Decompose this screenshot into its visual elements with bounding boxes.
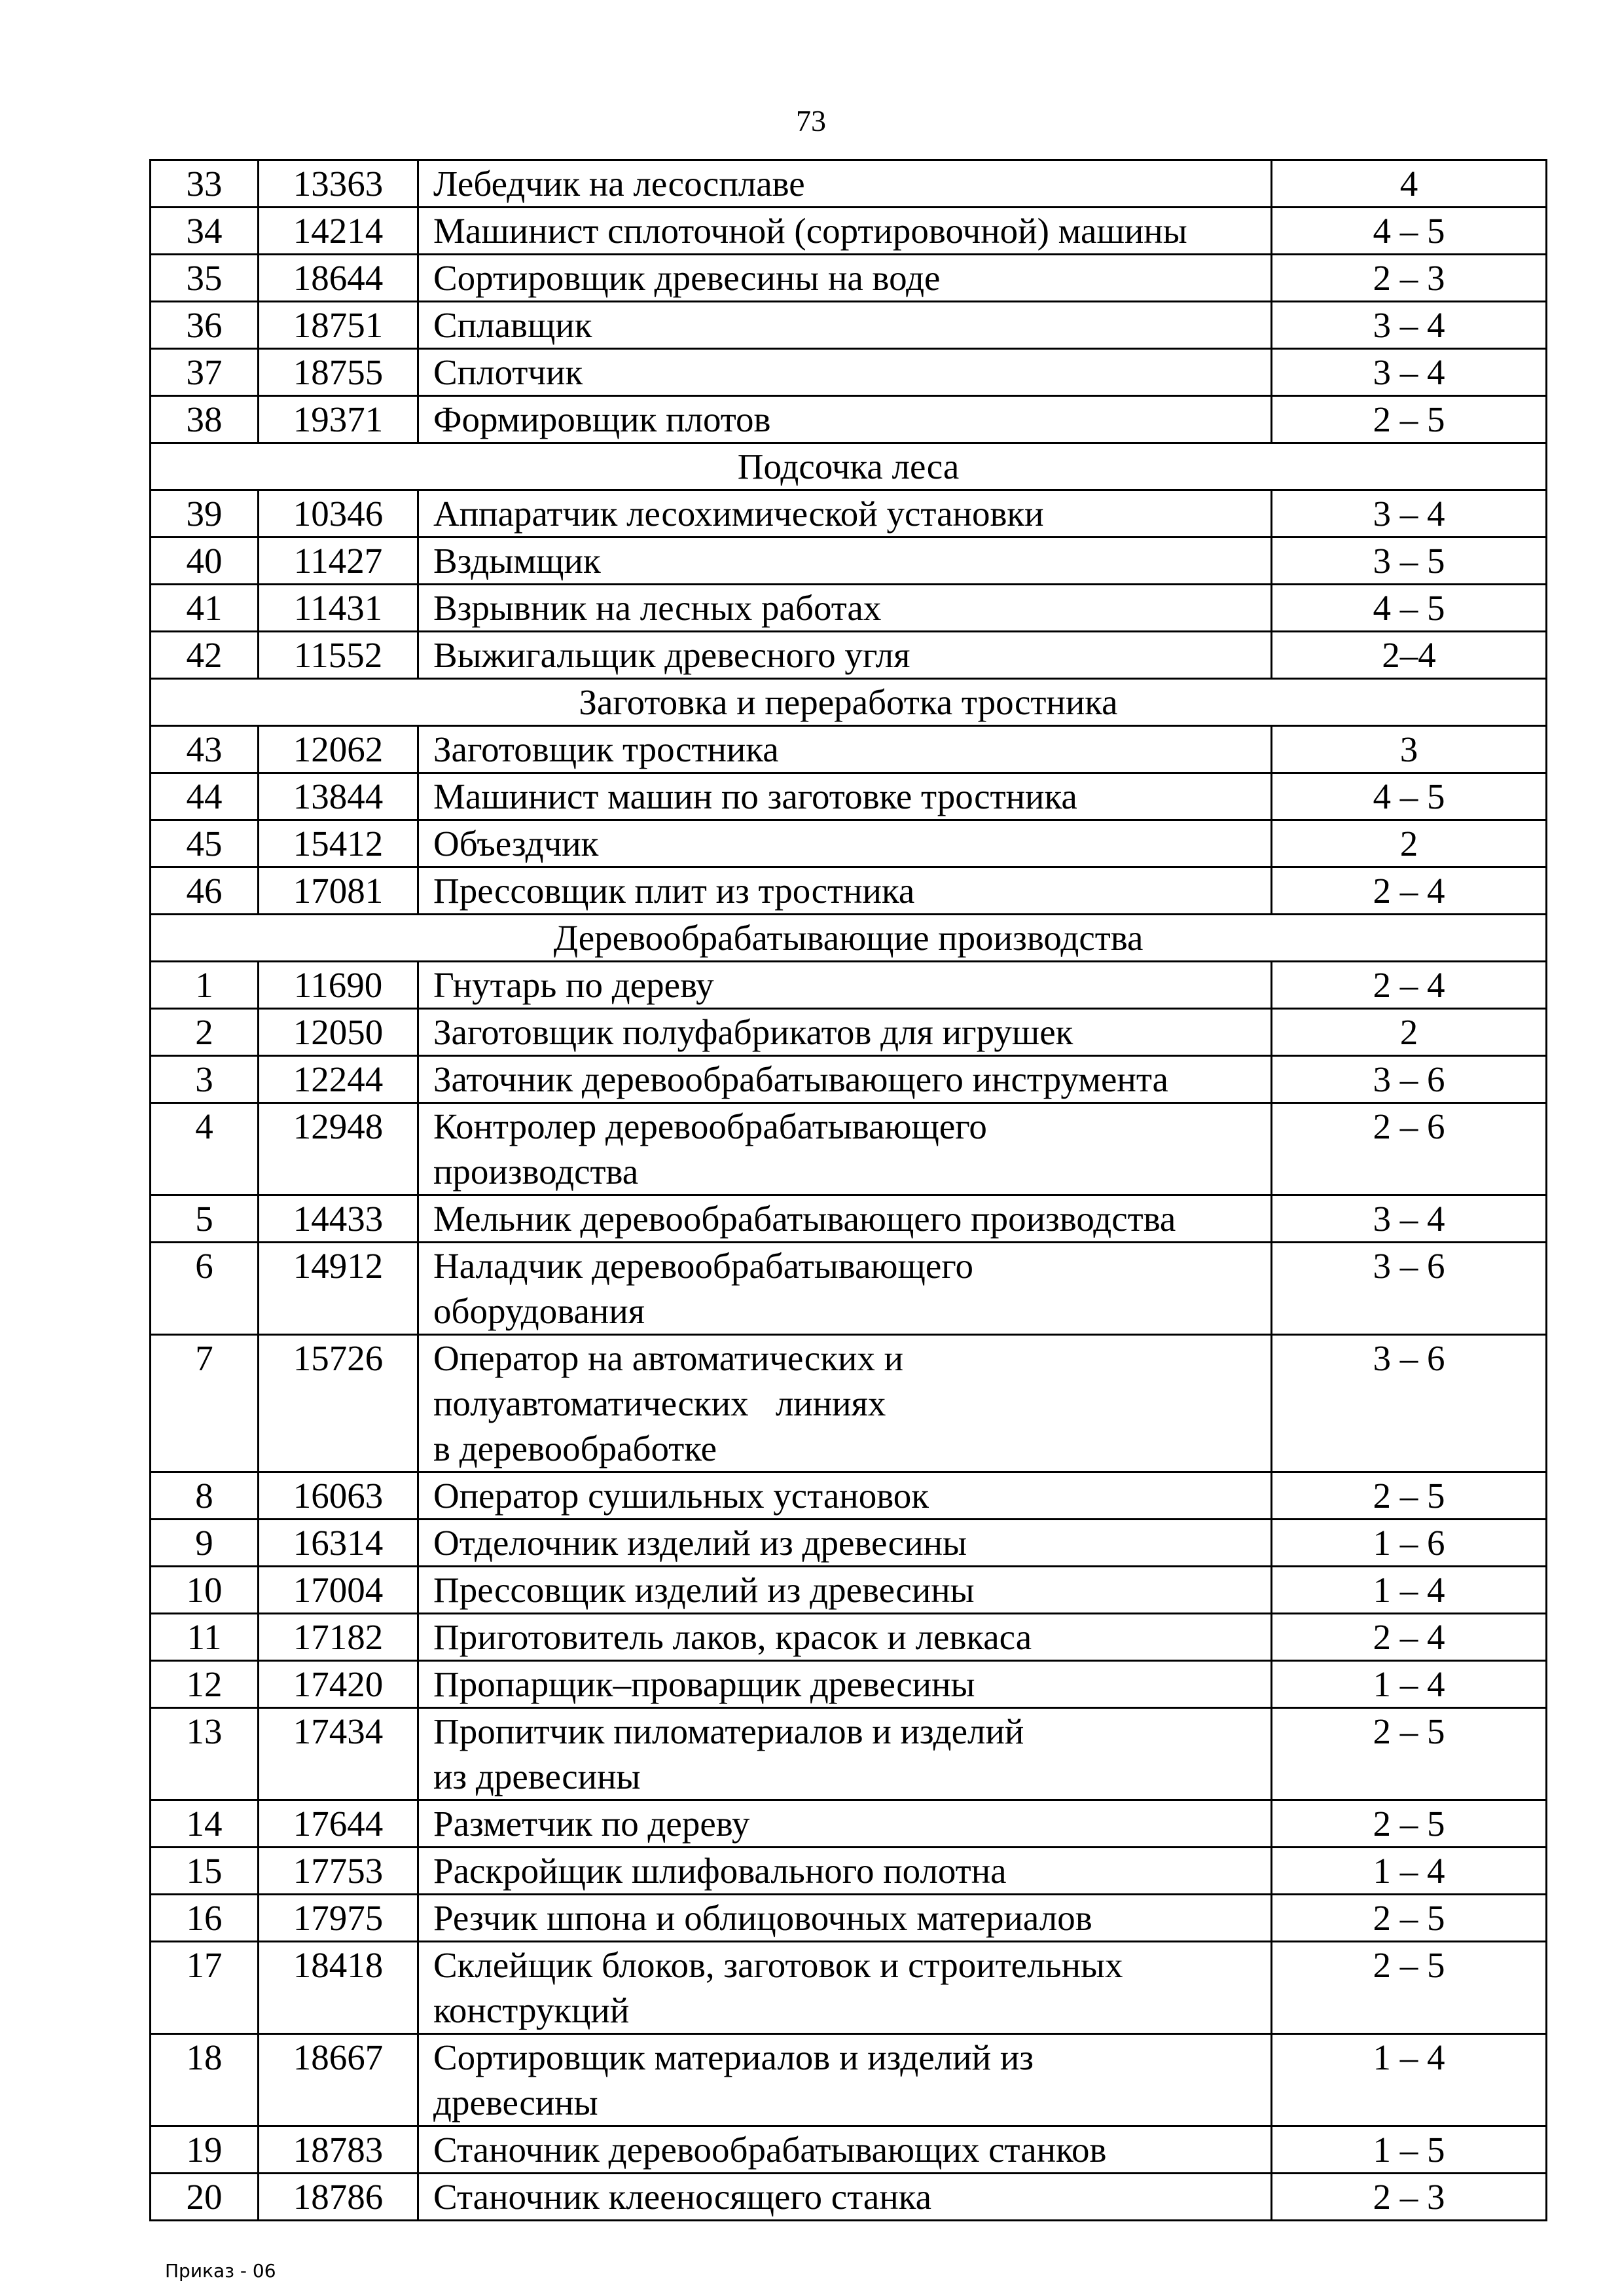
table-row: [151, 1243, 1547, 1335]
profession-name: Станочник клееносящего станка: [418, 2174, 1272, 2221]
table-row: [151, 255, 1547, 302]
section-title: Заготовка и переработка тростника: [151, 679, 1547, 726]
row-number: 39: [151, 490, 259, 538]
grade-range: 3 – 5: [1272, 538, 1547, 585]
profession-code: 17644: [259, 1800, 418, 1848]
grade-range: 2–4: [1272, 632, 1547, 679]
row-number: 42: [151, 632, 259, 679]
profession-name: Прессовщик плит из тростника: [418, 867, 1272, 915]
row-number: 46: [151, 867, 259, 915]
grade-range: 2 – 5: [1272, 1895, 1547, 1942]
grade-range: 1 – 4: [1272, 1661, 1547, 1708]
section-header-row: [151, 679, 1547, 726]
profession-code: 11690: [259, 962, 418, 1009]
row-number: 35: [151, 255, 259, 302]
profession-name: Мельник деревообрабатывающего производства: [418, 1195, 1272, 1243]
table-row: [151, 2034, 1547, 2126]
row-number: 12: [151, 1661, 259, 1708]
profession-name: Отделочник изделий из древесины: [418, 1520, 1272, 1567]
grade-range: 4: [1272, 160, 1547, 208]
row-number: 9: [151, 1520, 259, 1567]
profession-code: 17081: [259, 867, 418, 915]
grade-range: 3 – 6: [1272, 1243, 1547, 1335]
professions-table: [149, 159, 1547, 2221]
grade-range: 2 – 6: [1272, 1103, 1547, 1195]
profession-name: Объездчик: [418, 820, 1272, 867]
row-number: 19: [151, 2126, 259, 2174]
profession-code: 16063: [259, 1472, 418, 1520]
profession-name: Оператор на автоматических и полуавтоматических линиях в деревообработке: [418, 1335, 1272, 1472]
grade-range: 4 – 5: [1272, 208, 1547, 255]
profession-name: Пропарщик–проварщик древесины: [418, 1661, 1272, 1708]
grade-range: 2 – 4: [1272, 1614, 1547, 1661]
grade-range: 2 – 5: [1272, 396, 1547, 443]
profession-name: Сортировщик материалов и изделий из древесины: [418, 2034, 1272, 2126]
profession-name: Аппаратчик лесохимической установки: [418, 490, 1272, 538]
row-number: 3: [151, 1056, 259, 1103]
profession-name: Приготовитель лаков, красок и левкаса: [418, 1614, 1272, 1661]
table-row: [151, 1335, 1547, 1472]
profession-name: Сплавщик: [418, 302, 1272, 349]
table-row: [151, 1942, 1547, 2034]
profession-name: Сортировщик древесины на воде: [418, 255, 1272, 302]
table-row: [151, 1848, 1547, 1895]
profession-code: 17753: [259, 1848, 418, 1895]
row-number: 43: [151, 726, 259, 773]
table-body: [151, 160, 1547, 2221]
profession-code: 18751: [259, 302, 418, 349]
row-number: 1: [151, 962, 259, 1009]
table-row: [151, 867, 1547, 915]
grade-range: 2 – 4: [1272, 962, 1547, 1009]
profession-name: Оператор сушильных установок: [418, 1472, 1272, 1520]
table-row: [151, 726, 1547, 773]
profession-name: Формировщик плотов: [418, 396, 1272, 443]
table-row: [151, 632, 1547, 679]
profession-code: 19371: [259, 396, 418, 443]
profession-code: 12244: [259, 1056, 418, 1103]
profession-code: 18418: [259, 1942, 418, 2034]
grade-range: 2 – 3: [1272, 255, 1547, 302]
profession-name: Заготовщик полуфабрикатов для игрушек: [418, 1009, 1272, 1056]
profession-name: Заготовщик тростника: [418, 726, 1272, 773]
row-number: 37: [151, 349, 259, 396]
table-row: [151, 2126, 1547, 2174]
grade-range: 2: [1272, 1009, 1547, 1056]
profession-code: 17975: [259, 1895, 418, 1942]
table-row: [151, 1056, 1547, 1103]
row-number: 40: [151, 538, 259, 585]
table-row: [151, 1708, 1547, 1800]
row-number: 45: [151, 820, 259, 867]
grade-range: 2 – 4: [1272, 867, 1547, 915]
footer-note: Приказ - 06: [165, 2260, 276, 2282]
table-row: [151, 208, 1547, 255]
profession-name: Прессовщик изделий из древесины: [418, 1567, 1272, 1614]
profession-name: Вздымщик: [418, 538, 1272, 585]
profession-name: Пропитчик пиломатериалов и изделий из древесины: [418, 1708, 1272, 1800]
table-row: [151, 962, 1547, 1009]
profession-code: 18667: [259, 2034, 418, 2126]
table-row: [151, 538, 1547, 585]
grade-range: 3 – 6: [1272, 1335, 1547, 1472]
profession-code: 12050: [259, 1009, 418, 1056]
table-row: [151, 1661, 1547, 1708]
profession-code: 17434: [259, 1708, 418, 1800]
profession-name: Наладчик деревообрабатывающего оборудования: [418, 1243, 1272, 1335]
row-number: 7: [151, 1335, 259, 1472]
grade-range: 3 – 4: [1272, 490, 1547, 538]
profession-code: 18755: [259, 349, 418, 396]
profession-code: 14433: [259, 1195, 418, 1243]
table-row: [151, 302, 1547, 349]
table-row: [151, 2174, 1547, 2221]
row-number: 41: [151, 585, 259, 632]
profession-code: 17420: [259, 1661, 418, 1708]
table-row: [151, 1472, 1547, 1520]
row-number: 20: [151, 2174, 259, 2221]
grade-range: 3 – 4: [1272, 349, 1547, 396]
grade-range: 2 – 3: [1272, 2174, 1547, 2221]
row-number: 13: [151, 1708, 259, 1800]
table-row: [151, 160, 1547, 208]
profession-name: Заточник деревообрабатывающего инструмента: [418, 1056, 1272, 1103]
grade-range: 4 – 5: [1272, 773, 1547, 820]
table-row: [151, 820, 1547, 867]
profession-code: 13844: [259, 773, 418, 820]
grade-range: 3: [1272, 726, 1547, 773]
profession-code: 18783: [259, 2126, 418, 2174]
profession-name: Разметчик по дереву: [418, 1800, 1272, 1848]
profession-name: Выжигальщик древесного угля: [418, 632, 1272, 679]
section-title: Подсочка леса: [151, 443, 1547, 490]
grade-range: 2 – 5: [1272, 1942, 1547, 2034]
row-number: 16: [151, 1895, 259, 1942]
table-row: [151, 1009, 1547, 1056]
profession-name: Сплотчик: [418, 349, 1272, 396]
table-row: [151, 1895, 1547, 1942]
grade-range: 3 – 4: [1272, 1195, 1547, 1243]
profession-name: Машинист машин по заготовке тростника: [418, 773, 1272, 820]
profession-name: Станочник деревообрабатывающих станков: [418, 2126, 1272, 2174]
grade-range: 1 – 4: [1272, 2034, 1547, 2126]
table-row: [151, 1195, 1547, 1243]
row-number: 10: [151, 1567, 259, 1614]
profession-code: 14214: [259, 208, 418, 255]
grade-range: 1 – 4: [1272, 1848, 1547, 1895]
table-row: [151, 396, 1547, 443]
row-number: 34: [151, 208, 259, 255]
row-number: 15: [151, 1848, 259, 1895]
row-number: 8: [151, 1472, 259, 1520]
table-row: [151, 1103, 1547, 1195]
table-row: [151, 1800, 1547, 1848]
profession-code: 12062: [259, 726, 418, 773]
profession-code: 11427: [259, 538, 418, 585]
row-number: 14: [151, 1800, 259, 1848]
profession-name: Взрывник на лесных работах: [418, 585, 1272, 632]
table-row: [151, 1614, 1547, 1661]
row-number: 11: [151, 1614, 259, 1661]
row-number: 2: [151, 1009, 259, 1056]
profession-name: Машинист сплоточной (сортировочной) машины: [418, 208, 1272, 255]
profession-code: 14912: [259, 1243, 418, 1335]
grade-range: 3 – 4: [1272, 302, 1547, 349]
profession-code: 15726: [259, 1335, 418, 1472]
page-number: 73: [796, 104, 826, 137]
section-title: Деревообрабатывающие производства: [151, 915, 1547, 962]
profession-name: Контролер деревообрабатывающего производства: [418, 1103, 1272, 1195]
profession-code: 16314: [259, 1520, 418, 1567]
section-header-row: [151, 443, 1547, 490]
profession-code: 13363: [259, 160, 418, 208]
section-header-row: [151, 915, 1547, 962]
profession-code: 17182: [259, 1614, 418, 1661]
profession-code: 18786: [259, 2174, 418, 2221]
row-number: 18: [151, 2034, 259, 2126]
row-number: 5: [151, 1195, 259, 1243]
grade-range: 3 – 6: [1272, 1056, 1547, 1103]
table-row: [151, 1520, 1547, 1567]
profession-code: 12948: [259, 1103, 418, 1195]
grade-range: 2 – 5: [1272, 1708, 1547, 1800]
table-row: [151, 349, 1547, 396]
row-number: 6: [151, 1243, 259, 1335]
profession-code: 15412: [259, 820, 418, 867]
profession-name: Склейщик блоков, заготовок и строительных конструкций: [418, 1942, 1272, 2034]
row-number: 38: [151, 396, 259, 443]
grade-range: 1 – 5: [1272, 2126, 1547, 2174]
grade-range: 1 – 6: [1272, 1520, 1547, 1567]
table-row: [151, 773, 1547, 820]
row-number: 36: [151, 302, 259, 349]
grade-range: 2: [1272, 820, 1547, 867]
profession-name: Резчик шпона и облицовочных материалов: [418, 1895, 1272, 1942]
grade-range: 2 – 5: [1272, 1472, 1547, 1520]
row-number: 44: [151, 773, 259, 820]
row-number: 4: [151, 1103, 259, 1195]
table-row: [151, 1567, 1547, 1614]
profession-code: 11552: [259, 632, 418, 679]
profession-code: 11431: [259, 585, 418, 632]
grade-range: 4 – 5: [1272, 585, 1547, 632]
profession-code: 18644: [259, 255, 418, 302]
row-number: 17: [151, 1942, 259, 2034]
row-number: 33: [151, 160, 259, 208]
profession-name: Гнутарь по дереву: [418, 962, 1272, 1009]
profession-name: Раскройщик шлифовального полотна: [418, 1848, 1272, 1895]
profession-code: 10346: [259, 490, 418, 538]
grade-range: 2 – 5: [1272, 1800, 1547, 1848]
table-row: [151, 490, 1547, 538]
profession-name: Лебедчик на лесосплаве: [418, 160, 1272, 208]
table-row: [151, 585, 1547, 632]
grade-range: 1 – 4: [1272, 1567, 1547, 1614]
profession-code: 17004: [259, 1567, 418, 1614]
